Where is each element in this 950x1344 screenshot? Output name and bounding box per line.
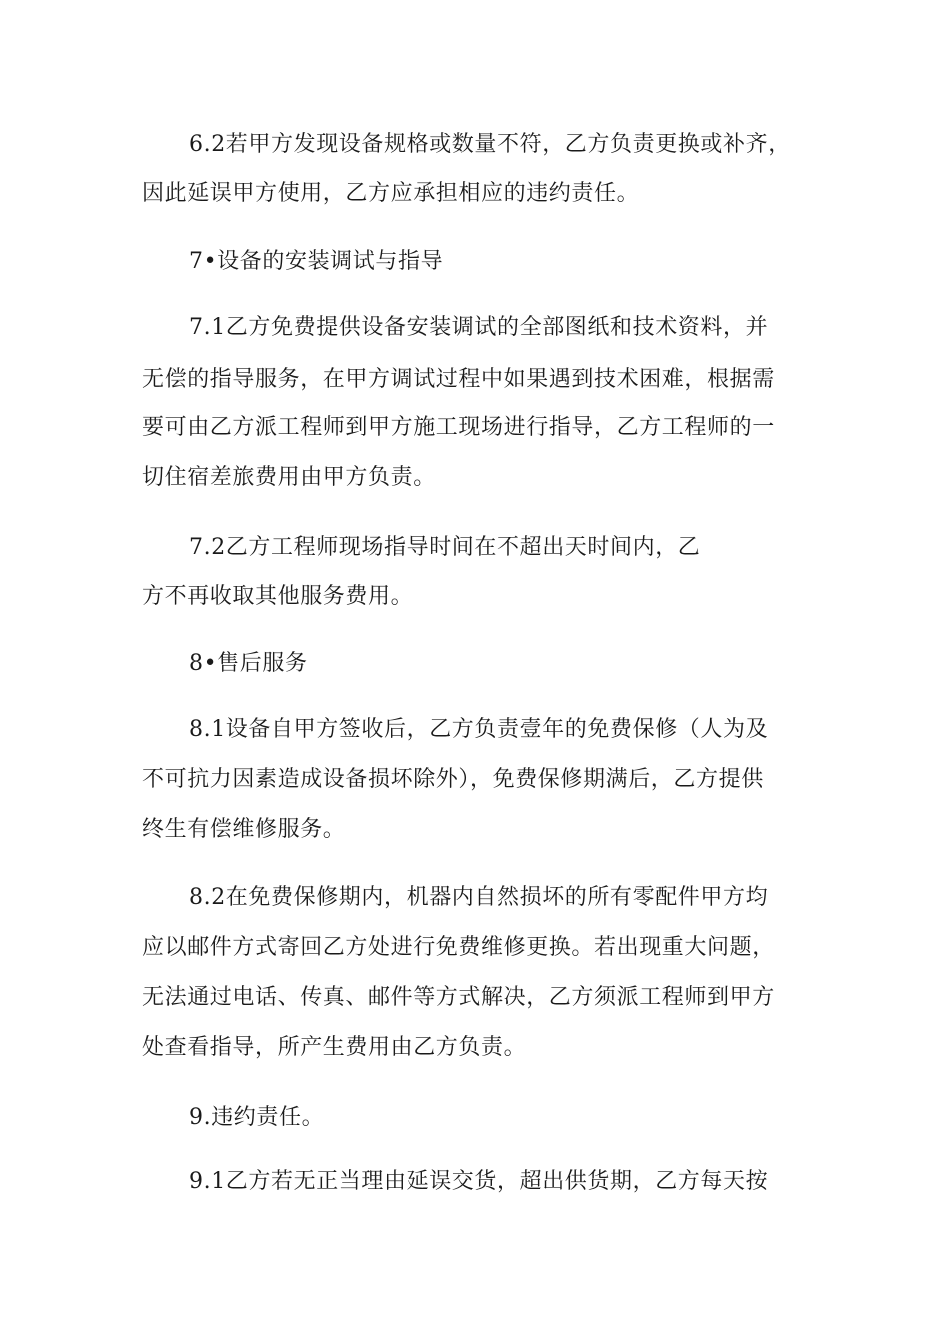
- clause-7-1-line-4: 切住宿差旅费用由甲方负责。: [142, 465, 436, 490]
- section-7-heading: 7•设备的安装调试与指导: [189, 249, 444, 274]
- clause-7-2-line-1: 7.2乙方工程师现场指导时间在不超出天时间内，乙: [189, 535, 701, 560]
- clause-7-1-line-1: 7.1乙方免费提供设备安装调试的全部图纸和技术资料，并: [189, 315, 769, 340]
- clause-6-2-line-2: 因此延误甲方使用，乙方应承担相应的违约责任。: [142, 181, 640, 206]
- clause-9-1-line-1: 9.1乙方若无正当理由延误交货，超出供货期，乙方每天按: [189, 1169, 769, 1194]
- clause-8-2-line-3: 无法通过电话、传真、邮件等方式解决，乙方须派工程师到甲方: [142, 985, 775, 1010]
- clause-8-2-line-4: 处查看指导，所产生费用由乙方负责。: [142, 1035, 527, 1060]
- clause-7-1-line-2: 无偿的指导服务，在甲方调试过程中如果遇到技术困难，根据需: [142, 367, 775, 392]
- clause-8-1-line-2: 不可抗力因素造成设备损坏除外），免费保修期满后，乙方提供: [142, 767, 764, 792]
- clause-8-1-line-1: 8.1设备自甲方签收后，乙方负责壹年的免费保修（人为及: [189, 717, 769, 742]
- clause-7-1-line-3: 要可由乙方派工程师到甲方施工现场进行指导，乙方工程师的一: [142, 415, 775, 440]
- clause-7-2-line-2: 方不再收取其他服务费用。: [142, 584, 414, 609]
- clause-8-2-line-1: 8.2在免费保修期内，机器内自然损坏的所有零配件甲方均: [189, 885, 769, 910]
- section-9-heading: 9.违约责任。: [189, 1105, 325, 1130]
- clause-8-1-line-3: 终生有偿维修服务。: [142, 817, 346, 842]
- clause-6-2-line-1: 6.2若甲方发现设备规格或数量不符，乙方负责更换或补齐，: [189, 132, 791, 157]
- section-8-heading: 8•售后服务: [189, 651, 308, 676]
- clause-8-2-line-2: 应以邮件方式寄回乙方处进行免费维修更换。若出现重大问题，: [142, 935, 775, 960]
